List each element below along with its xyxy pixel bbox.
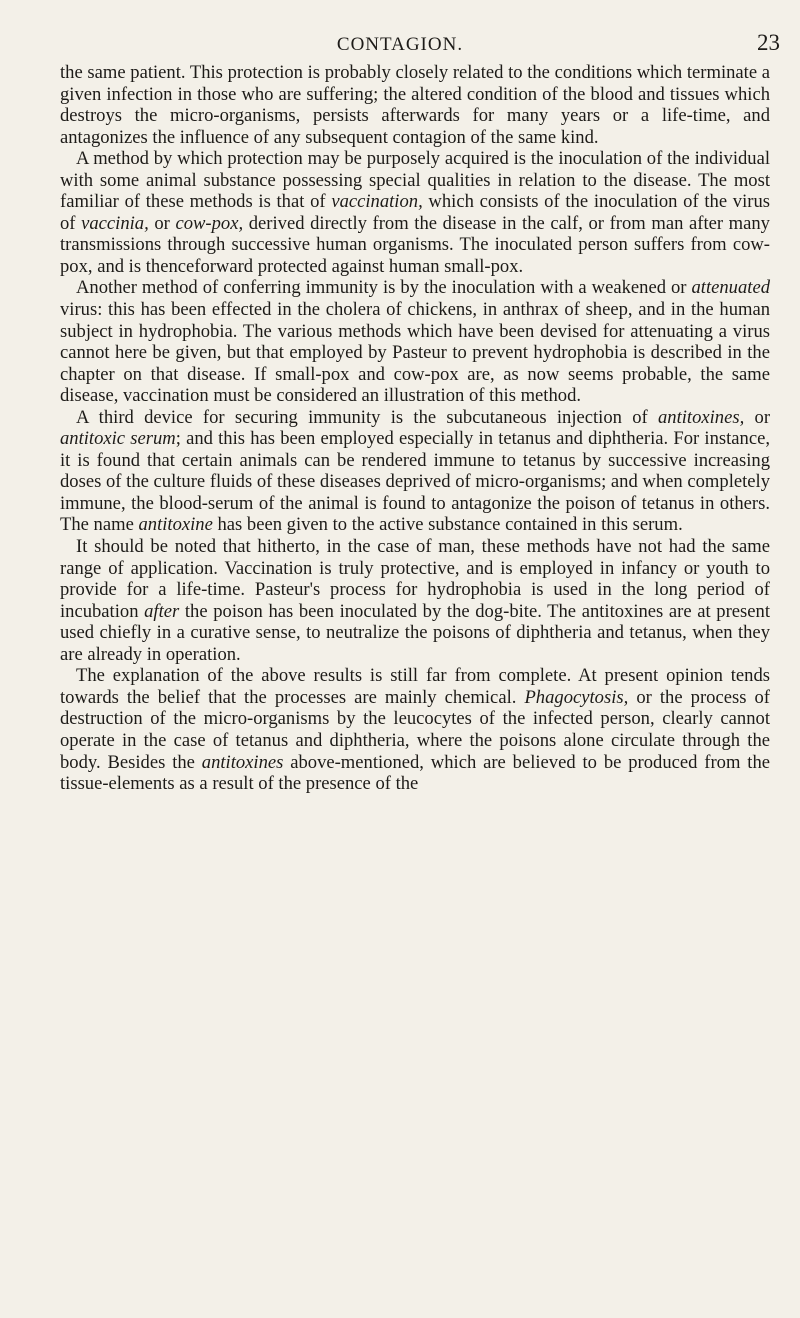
- running-head: [0, 14, 800, 54]
- text-run: Another method of conferring immunity is by the inoculation with a weakened or: [76, 277, 692, 299]
- paragraph: [60, 407, 770, 536]
- italic-term: vaccination,: [331, 191, 423, 213]
- italic-term: Phagocytosis,: [524, 686, 629, 708]
- page-number: 23: [757, 30, 780, 55]
- text-run: A method by which protection may be purposely acquired is the inoculation of the individual with some animal substance possessing special qualities in relation to the disease. The most familiar of these methods is that of: [60, 148, 770, 213]
- text-run: or: [744, 406, 771, 428]
- running-title: CONTAGION.: [336, 34, 464, 55]
- text-run: The explanation of the above results is still far from complete. At present opinion tends towards the belief that the processes are mainly chemical.: [60, 665, 770, 708]
- italic-term: cow-pox,: [175, 212, 244, 234]
- text-run: which consists of the inoculation of the virus of: [60, 191, 770, 234]
- text-run: It should be noted that hitherto, in the case of man, these methods have not had the same range of application. Vaccination is truly protective, and is employed in infancy or youth to provide for a life-time. Pasteur's process for hydrophobia is used in the long period of incubation: [60, 536, 770, 622]
- italic-term: antitoxines: [201, 751, 284, 773]
- text-run: the same patient. This protection is probably closely related to the conditions which terminate a given infection in those who are suffering; the altered condition of the blood and tissues which destroys the micro-organisms, persists afterwards for many years or a life-time, and antagonizes the influence of any subsequent contagion of the same kind.: [60, 62, 770, 148]
- paragraph: [60, 277, 770, 406]
- text-run: derived directly from the disease in the calf, or from man after many transmissions through successive human organisms. The inoculated person suffers from cow-pox, and is thenceforward protected against human small-pox.: [60, 212, 770, 277]
- body-text: [60, 62, 770, 795]
- italic-term: vaccinia,: [81, 212, 149, 234]
- paragraph: [60, 536, 770, 665]
- text-run: virus: this has been effected in the cholera of chickens, in anthrax of sheep, and in the human subject in hydrophobia. The various methods which have been devised for attenuating a virus cannot here be given, but that employed by Pasteur to prevent hydrophobia is described in the chapter on that disease. If small-pox and cow-pox are, as now seems probable, the same disease, vaccination must be considered an illustration of this method.: [60, 299, 770, 407]
- text-run: or: [148, 212, 176, 234]
- italic-term: after: [144, 600, 180, 622]
- text-run: the poison has been inoculated by the dog-bite. The antitoxines are at present used chiefly in a curative sense, to neutralize the poisons of diphtheria and tetanus, when they are already in operation.: [60, 600, 770, 665]
- text-run: or the process of destruction of the micro-organisms by the leucocytes of the infected person, clearly cannot operate in the case of tetanus and diphtheria, where the poisons alone circulate through the body. Besides the: [60, 686, 770, 773]
- italic-term: antitoxic serum: [60, 428, 176, 450]
- italic-term: attenuated: [691, 277, 770, 299]
- paragraph: [60, 62, 770, 148]
- paragraph: [60, 148, 770, 277]
- text-run: has been given to the active substance contained in this serum.: [212, 514, 683, 536]
- text-run: A third device for securing immunity is the subcutaneous injection of: [76, 406, 658, 428]
- text-run: ; and this has been employed especially in tetanus and diphtheria. For instance, it is found that certain animals can be rendered immune to tetanus by successive increasing doses of the culture fluids of these diseases deprived of micro-organisms; and when completely immune, the blood-serum of the animal is found to antagonize the poison of tetanus in others. The name: [60, 428, 770, 536]
- text-run: above-mentioned, which are believed to be produced from the tissue-elements as a result of the presence of the: [60, 751, 770, 795]
- italic-term: antitoxine: [138, 514, 213, 536]
- italic-term: antitoxines,: [657, 406, 745, 428]
- paragraph: [60, 665, 770, 794]
